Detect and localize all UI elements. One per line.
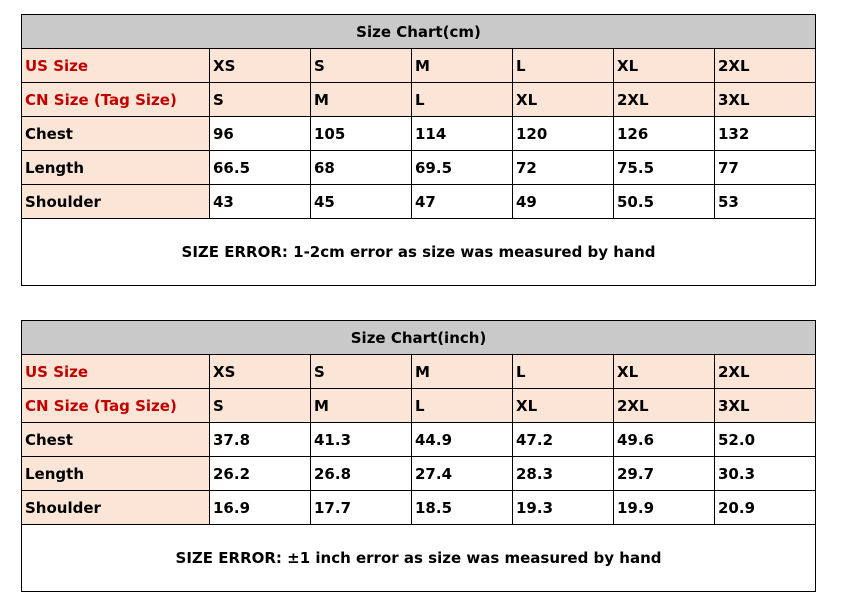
- table-title-row: [22, 321, 816, 355]
- table-cell: XS: [210, 49, 311, 83]
- table-cell: 72: [513, 151, 614, 185]
- table-cell: 3XL: [715, 83, 816, 117]
- table-cell: L: [412, 389, 513, 423]
- table-cell: 75.5: [614, 151, 715, 185]
- table-cell: 47: [412, 185, 513, 219]
- size-error-note: SIZE ERROR: 1-2cm error as size was measured by hand: [22, 219, 816, 286]
- table-cell: L: [412, 83, 513, 117]
- table-cell: 28.3: [513, 457, 614, 491]
- table-row-shoulder: [22, 491, 816, 525]
- table-title: Size Chart(inch): [22, 321, 816, 355]
- row-label-cn-size: CN Size (Tag Size): [22, 389, 210, 423]
- table-cell: 30.3: [715, 457, 816, 491]
- table-row-chest: [22, 423, 816, 457]
- table-cell: 45: [311, 185, 412, 219]
- table-row-us-size: [22, 355, 816, 389]
- table-cell: 16.9: [210, 491, 311, 525]
- size-chart-cm-table: [21, 14, 816, 286]
- table-cell: S: [210, 389, 311, 423]
- table-cell: 69.5: [412, 151, 513, 185]
- table-cell: 3XL: [715, 389, 816, 423]
- table-row-cn-size: [22, 389, 816, 423]
- table-cell: 26.8: [311, 457, 412, 491]
- table-cell: 114: [412, 117, 513, 151]
- table-cell: 2XL: [715, 355, 816, 389]
- table-cell: 27.4: [412, 457, 513, 491]
- table-row-length: [22, 151, 816, 185]
- size-error-note-row: [22, 219, 816, 286]
- table-cell: 77: [715, 151, 816, 185]
- table-cell: 132: [715, 117, 816, 151]
- table-cell: M: [412, 49, 513, 83]
- table-cell: 50.5: [614, 185, 715, 219]
- table-cell: 2XL: [614, 83, 715, 117]
- size-error-note-row: [22, 525, 816, 592]
- table-cell: 19.9: [614, 491, 715, 525]
- row-label-length: Length: [22, 151, 210, 185]
- table-cell: 126: [614, 117, 715, 151]
- table-row-us-size: [22, 49, 816, 83]
- table-cell: L: [513, 355, 614, 389]
- table-title-row: [22, 15, 816, 49]
- table-cell: S: [210, 83, 311, 117]
- table-cell: 17.7: [311, 491, 412, 525]
- table-row-shoulder: [22, 185, 816, 219]
- size-error-note: SIZE ERROR: ±1 inch error as size was measured by hand: [22, 525, 816, 592]
- table-cell: XL: [614, 355, 715, 389]
- row-label-length: Length: [22, 457, 210, 491]
- table-cell: 47.2: [513, 423, 614, 457]
- table-cell: 96: [210, 117, 311, 151]
- size-chart-inch-table: [21, 320, 816, 592]
- table-cell: 68: [311, 151, 412, 185]
- table-cell: 2XL: [715, 49, 816, 83]
- table-row-cn-size: [22, 83, 816, 117]
- row-label-chest: Chest: [22, 423, 210, 457]
- row-label-shoulder: Shoulder: [22, 185, 210, 219]
- table-title: Size Chart(cm): [22, 15, 816, 49]
- row-label-shoulder: Shoulder: [22, 491, 210, 525]
- table-cell: 52.0: [715, 423, 816, 457]
- table-row-chest: [22, 117, 816, 151]
- table-cell: S: [311, 49, 412, 83]
- table-cell: 19.3: [513, 491, 614, 525]
- table-cell: 29.7: [614, 457, 715, 491]
- table-cell: XL: [513, 389, 614, 423]
- table-cell: M: [412, 355, 513, 389]
- table-cell: 49.6: [614, 423, 715, 457]
- table-cell: M: [311, 83, 412, 117]
- table-cell: XL: [513, 83, 614, 117]
- table-cell: 37.8: [210, 423, 311, 457]
- table-cell: 20.9: [715, 491, 816, 525]
- row-label-cn-size: CN Size (Tag Size): [22, 83, 210, 117]
- table-cell: 41.3: [311, 423, 412, 457]
- table-cell: XS: [210, 355, 311, 389]
- table-cell: 2XL: [614, 389, 715, 423]
- row-label-us-size: US Size: [22, 355, 210, 389]
- table-cell: 44.9: [412, 423, 513, 457]
- table-cell: 49: [513, 185, 614, 219]
- table-cell: 105: [311, 117, 412, 151]
- table-cell: XL: [614, 49, 715, 83]
- table-cell: S: [311, 355, 412, 389]
- row-label-us-size: US Size: [22, 49, 210, 83]
- table-cell: L: [513, 49, 614, 83]
- table-cell: 43: [210, 185, 311, 219]
- table-cell: 18.5: [412, 491, 513, 525]
- table-cell: 26.2: [210, 457, 311, 491]
- table-cell: M: [311, 389, 412, 423]
- row-label-chest: Chest: [22, 117, 210, 151]
- table-cell: 120: [513, 117, 614, 151]
- table-row-length: [22, 457, 816, 491]
- table-cell: 53: [715, 185, 816, 219]
- table-cell: 66.5: [210, 151, 311, 185]
